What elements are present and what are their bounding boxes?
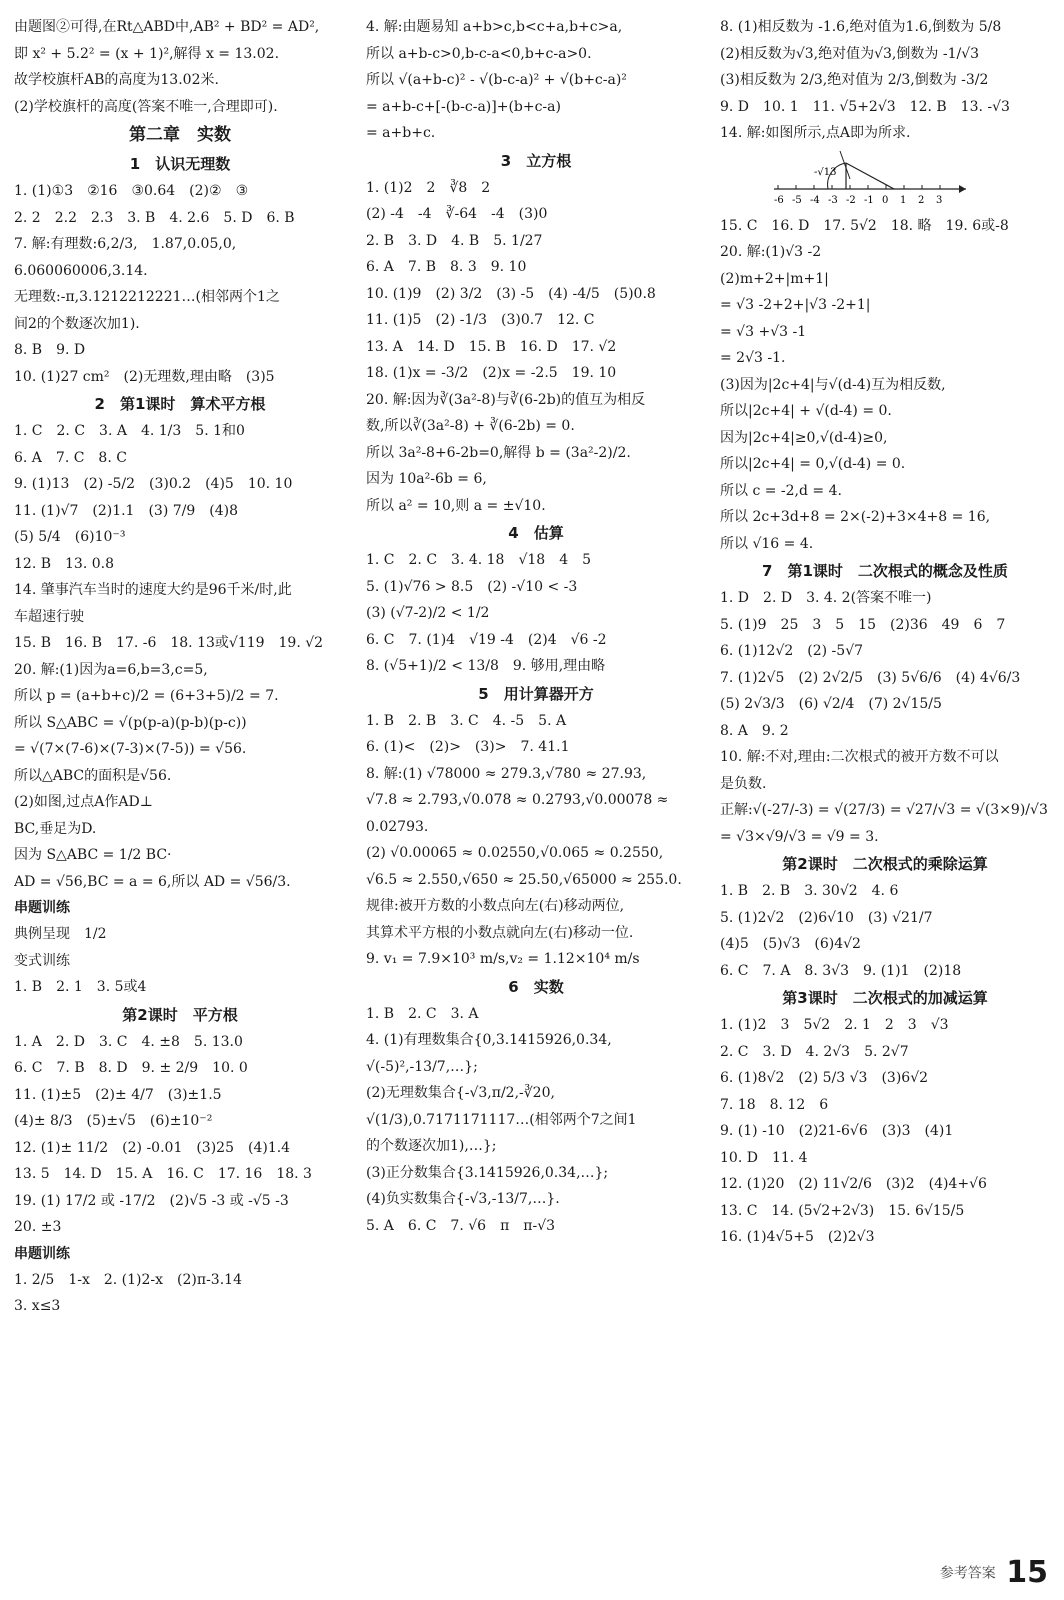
answer-line: 7. 解:有理数:6,2/3, 1.87,0.05,0, xyxy=(14,236,237,252)
answer-line: 18. (1)x = -3/2 (2)x = -2.5 19. 10 xyxy=(366,365,617,381)
point-a-label: -√13 xyxy=(814,166,837,178)
answer-line: √7.8 ≈ 2.793,√0.078 ≈ 0.2793,√0.00078 ≈ xyxy=(366,792,669,808)
answer-line: 典例呈现 1/2 xyxy=(14,926,107,942)
answer-line: 4. (1)有理数集合{0,3.1415926,0.3̇4̇, xyxy=(366,1032,612,1048)
answer-line: 所以 p = (a+b+c)/2 = (6+3+5)/2 = 7. xyxy=(14,688,279,704)
answer-line: 2. C 3. D 4. 2√3 5. 2√7 xyxy=(720,1043,909,1060)
answer-line: 6. A 7. C 8. C xyxy=(14,449,127,466)
answer-line: 0.02793. xyxy=(366,818,429,835)
answer-line: 8. (1)相反数为 -1.6,绝对值为1.6,倒数为 5/8 xyxy=(720,19,1002,35)
number-line-arrow xyxy=(959,185,966,193)
answer-block xyxy=(14,418,346,895)
answer-line: 5. A 6. C 7. √6 π π-√3 xyxy=(366,1217,556,1234)
axis-tick-label: 0 xyxy=(882,194,889,206)
answer-line: 10. 解:不对,理由:二次根式的被开方数不可以 xyxy=(720,749,999,765)
axis-ticks xyxy=(774,185,942,206)
answer-line: (4)5 (5)√3 (6)4√2 xyxy=(720,936,861,952)
answer-block xyxy=(720,1012,1050,1251)
section-title: 5 用计算器开方 xyxy=(478,684,594,703)
answer-line: √6.5 ≈ 2.550,√650 ≈ 25.50,√65000 ≈ 255.0. xyxy=(366,871,682,888)
answer-line: 10. D 11. 4 xyxy=(720,1149,808,1166)
answer-line: = √3 +√3 -1 xyxy=(720,323,807,340)
answer-line: 数,所以∛(3a²-8) + ∛(6-2b) = 0. xyxy=(366,418,575,434)
answer-line: 因为 S△ABC = 1/2 BC· xyxy=(14,847,172,863)
answer-line: 5. (1)√76 > 8.5 (2) -√10 < -3 xyxy=(366,578,578,595)
answer-line: 由题图②可得,在Rt△ABD中,AB² + BD² = AD², xyxy=(14,19,320,35)
answer-line: 1. C 2. C 3. 4. 18 √18 4 5 xyxy=(366,552,592,568)
answer-line: 12. (1)20 (2) 11√2/6 (3)2 (4)4+√6 xyxy=(720,1176,987,1192)
axis-tick-label: 3 xyxy=(936,194,943,206)
answer-line: 无理数:-π,3.1212212221…(相邻两个1之 xyxy=(14,289,280,305)
answer-line: 10. (1)9 (2) 3/2 (3) -5 (4) -4/5 (5)0.8 xyxy=(366,285,656,302)
answer-line: 20. 解:因为∛(3a²-8)与∛(6-2b)的值互为相反 xyxy=(366,391,646,408)
answer-line: 8. 解:(1) √78000 ≈ 279.3,√780 ≈ 27.93, xyxy=(366,765,647,782)
answer-line: 20. ±3 xyxy=(14,1219,62,1235)
answer-line: 1. (1)①3 ②16 ③0.64 (2)② ③ xyxy=(14,183,249,199)
answer-line: 正解:√(-27/-3) = √(27/3) = √27/√3 = √(3×9)/√3 xyxy=(720,802,1048,818)
answer-line: 9. D 10. 1 11. √5+2√3 12. B 13. -√3 xyxy=(720,98,1010,115)
answer-line: 8. (√5+1)/2 < 13/8 9. 够用,理由略 xyxy=(366,658,606,674)
answer-line: = √(7×(7-6)×(7-3)×(7-5)) = √56. xyxy=(14,741,247,757)
answer-line: 10. (1)27 cm² (2)无理数,理由略 (3)5 xyxy=(14,368,275,385)
section-title: 4 估算 xyxy=(508,524,564,542)
answer-line: 所以|2c+4| = 0,√(d-4) = 0. xyxy=(720,456,906,472)
answer-line: 14. 肇事汽车当时的速度大约是96千米/时,此 xyxy=(14,582,292,598)
subsection-title: 串题训练 xyxy=(14,900,70,916)
footer-label: 参考答案 xyxy=(939,1565,996,1582)
answer-block xyxy=(366,175,706,520)
answer-line: 即 x² + 5.2² = (x + 1)²,解得 x = 13.02. xyxy=(14,45,280,62)
answer-line: 9. (1) -10 (2)21-6√6 (3)3 (4)1 xyxy=(720,1123,954,1139)
answer-line: 6.060060006,3.14. xyxy=(14,262,148,279)
answer-line: 20. 解:(1)√3 -2 xyxy=(720,244,822,260)
answer-line: 8. A 9. 2 xyxy=(720,722,789,739)
answer-line: 1. (1)2 3 5√2 2. 1 2 3 √3 xyxy=(720,1017,949,1033)
answer-line: 15. C 16. D 17. 5√2 18. 略 19. 6或-8 xyxy=(720,217,1009,234)
axis-tick-label: -4 xyxy=(810,194,820,206)
answer-block xyxy=(720,213,1050,558)
answer-line: (2)m+2+|m+1| xyxy=(720,270,829,287)
answer-line: 1. (1)2 2 ∛8 2 xyxy=(366,179,491,196)
answer-line: 11. (1)±5 (2)± 4/7 (3)±1.5 xyxy=(14,1086,222,1103)
answer-line: 15. B 16. B 17. -6 18. 13或√119 19. √2 xyxy=(14,635,324,651)
answer-line: 故学校旗杆AB的高度为13.02米. xyxy=(14,72,219,88)
answer-line: 车超速行驶 xyxy=(14,608,84,625)
answer-line: 1. B 2. C 3. A xyxy=(366,1005,479,1022)
answer-line: 16. (1)4√5+5 (2)2√3 xyxy=(720,1229,875,1245)
answer-line: 1. B 2. B 3. C 4. -5 5. A xyxy=(366,712,567,729)
answer-line: 规律:被开方数的小数点向左(右)移动两位, xyxy=(366,898,625,914)
answer-line: 11. (1)5 (2) -1/3 (3)0.7 12. C xyxy=(366,312,595,328)
axis-tick-label: -6 xyxy=(774,194,784,206)
answer-line: 1. 2/5 1-x 2. (1)2-x (2)π-3.14 xyxy=(14,1271,242,1288)
answer-line: = √3×√9/√3 = √9 = 3. xyxy=(720,828,879,845)
answer-line: 1. C 2. C 3. A 4. 1/3 5. 1和0 xyxy=(14,423,245,439)
answer-line: = a+b-c+[-(b-c-a)]+(b+c-a) xyxy=(366,98,561,115)
answer-line: 其算术平方根的小数点就向左(右)移动一位. xyxy=(366,924,634,941)
answer-block xyxy=(366,14,706,147)
answer-line: (3)正分数集合{3.1415926,0.3̇4̇,…}; xyxy=(366,1164,609,1181)
answer-line: 是负数. xyxy=(720,775,767,792)
answer-line: (2)学校旗杆的高度(答案不唯一,合理即可). xyxy=(14,98,278,115)
answer-line: 1. D 2. D 3. 4. 2(答案不唯一) xyxy=(720,590,932,606)
answer-block xyxy=(14,178,346,390)
answer-line: 5. (1)2√2 (2)6√10 (3) √21/7 xyxy=(720,909,933,926)
answer-line: 因为 10a²-6b = 6, xyxy=(366,471,487,487)
intro-block xyxy=(14,14,346,120)
axis-tick-label: 2 xyxy=(918,194,925,206)
answer-line: 的个数逐次加1),…}; xyxy=(366,1138,497,1154)
answer-line: 7. 18 8. 12 6 xyxy=(720,1096,829,1113)
answer-line: (3)因为|2c+4|与√(d-4)互为相反数, xyxy=(720,376,946,393)
answer-line: (2)无理数集合{-√3,π/2,-∛20, xyxy=(366,1085,555,1101)
answer-line: (3) (√7-2)/2 < 1/2 xyxy=(366,605,490,621)
answer-line: 5. (1)9 25 3 5 15 (2)36 49 6 7 xyxy=(720,616,1006,633)
answer-line: 7. (1)2√5 (2) 2√2/5 (3) 5√6/6 (4) 4√6/3 xyxy=(720,669,1021,686)
answer-line: 2. 2 2.2 2.3 3. B 4. 2.6 5. D 6. B xyxy=(14,209,295,226)
answer-line: (2) √0.00065 ≈ 0.02550,√0.065 ≈ 0.2550, xyxy=(366,845,664,861)
answer-line: 所以 2c+3d+8 = 2×(-2)+3×4+8 = 16, xyxy=(720,509,991,525)
number-line-figure xyxy=(770,149,970,209)
answer-line: 所以 a+b-c>0,b-c-a<0,b+c-a>0. xyxy=(366,45,592,62)
hypotenuse-line xyxy=(846,163,894,189)
answer-line: 19. (1) 17/2 或 -17/2 (2)√5 -3 或 -√5 -3 xyxy=(14,1192,289,1209)
answer-line: 所以 √(a+b-c)² - √(b-c-a)² + √(b+c-a)² xyxy=(366,72,627,88)
answer-line: (5) 2√3/3 (6) √2/4 (7) 2√15/5 xyxy=(720,696,942,712)
answer-line: 12. (1)± 11/2 (2) -0.01 (3)25 (4)1.4 xyxy=(14,1139,291,1156)
answer-line: 8. B 9. D xyxy=(14,342,86,358)
answer-line: (2)相反数为√3,绝对值为√3,倒数为 -1/√3 xyxy=(720,45,980,62)
answer-line: 变式训练 xyxy=(14,952,70,969)
section-title: 2 第1课时 算术平方根 xyxy=(94,395,266,413)
section-title: 7 第1课时 二次根式的概念及性质 xyxy=(762,562,1008,580)
answer-line: 12. B 13. 0.8 xyxy=(14,555,114,572)
answer-line: 因为|2c+4|≥0,√(d-4)≥0, xyxy=(720,429,888,446)
answer-line: 1. A 2. D 3. C 4. ±8 5. 13.0 xyxy=(14,1033,243,1050)
answer-line: (4)负实数集合{-√3,-13/7,…}. xyxy=(366,1191,560,1207)
answer-line: (2)如图,过点A作AD⊥ xyxy=(14,789,346,816)
axis-tick-label: -1 xyxy=(864,194,874,206)
answer-line: 13. A 14. D 15. B 16. D 17. √2 xyxy=(366,338,617,355)
answer-line: (3)相反数为 2/3,绝对值为 2/3,倒数为 -3/2 xyxy=(720,72,989,88)
answer-block xyxy=(366,1001,706,1240)
answer-line: 4. 解:由题易知 a+b>c,b<c+a,b+c>a, xyxy=(366,19,623,35)
answer-line: 所以|2c+4| + √(d-4) = 0. xyxy=(720,403,892,419)
answer-line: 6. (1)< (2)> (3)> 7. 41.1 xyxy=(366,739,570,755)
answer-line: 9. v₁ = 7.9×10³ m/s,v₂ = 1.12×10⁴ m/s xyxy=(366,951,640,967)
answer-line: 20. 解:(1)因为a=6,b=3,c=5, xyxy=(14,661,208,678)
answer-line: 6. C 7. (1)4 √19 -4 (2)4 √6 -2 xyxy=(366,631,607,648)
column-right xyxy=(720,14,1050,1251)
answer-line: = 2√3 -1. xyxy=(720,350,786,366)
answer-block xyxy=(14,1267,346,1320)
answer-line: = a+b+c. xyxy=(366,125,436,141)
answer-line: √(1/3),0.7171171117…(相邻两个7之间1 xyxy=(366,1111,637,1128)
axis-tick-label: -3 xyxy=(828,194,838,206)
chapter-title: 第二章 实数 xyxy=(129,125,231,145)
answer-line: 13. C 14. (5√2+2√3) 15. 6√15/5 xyxy=(720,1202,965,1219)
answer-line: (2) -4 -4 ∛-64 -4 (3)0 xyxy=(366,206,548,222)
answer-line: 9. (1)13 (2) -5/2 (3)0.2 (4)5 10. 10 xyxy=(14,476,293,492)
section-title: 第2课时 平方根 xyxy=(122,1005,238,1024)
answer-block xyxy=(14,1029,346,1241)
answer-line: 所以 c = -2,d = 4. xyxy=(720,482,842,499)
answer-line: 间2的个数逐次加1). xyxy=(14,315,140,332)
answer-line: 6. C 7. A 8. 3√3 9. (1)1 (2)18 xyxy=(720,962,962,979)
answer-block xyxy=(720,878,1050,984)
answer-line: 1. B 2. 1 3. 5或4 xyxy=(14,979,147,995)
answer-line: BC,垂足为D. xyxy=(14,820,97,837)
answer-line: 11. (1)√7 (2)1.1 (3) 7/9 (4)8 xyxy=(14,502,239,519)
section-title: 第3课时 二次根式的加减运算 xyxy=(782,989,988,1007)
answer-block xyxy=(720,14,1050,147)
axis-tick-label: 1 xyxy=(900,194,907,206)
answer-line: 所以 3a²-8+6-2b=0,解得 b = (3a²-2)/2. xyxy=(366,444,631,461)
answer-line: AD = √56,BC = a = 6,所以 AD = √56/3. xyxy=(14,873,291,890)
answer-line: 所以 a² = 10,则 a = ±√10. xyxy=(366,497,546,514)
column-middle xyxy=(366,14,706,1239)
answer-line: (4)± 8/3 (5)±√5 (6)±10⁻² xyxy=(14,1113,213,1129)
section-title: 1 认识无理数 xyxy=(129,155,231,173)
answer-line: 所以 √16 = 4. xyxy=(720,535,814,552)
section-title: 3 立方根 xyxy=(500,151,572,170)
answer-line: 2. B 3. D 4. B 5. 1/27 xyxy=(366,232,543,249)
answer-block xyxy=(14,921,346,1001)
answer-line: 13. 5 14. D 15. A 16. C 17. 16 18. 3 xyxy=(14,1166,312,1182)
answer-block xyxy=(720,585,1050,850)
column-left xyxy=(14,14,346,1320)
answer-line: = √3 -2+2+|√3 -2+1| xyxy=(720,297,871,313)
page-number: 15 xyxy=(1006,1555,1048,1590)
axis-tick-label: -5 xyxy=(792,194,802,206)
page-footer xyxy=(940,1555,1048,1590)
subsection-title: 串题训练 xyxy=(14,1245,70,1262)
answer-block xyxy=(366,708,706,973)
answer-line: 1. B 2. B 3. 30√2 4. 6 xyxy=(720,883,899,899)
axis-tick-label: -2 xyxy=(846,194,856,206)
answer-line: 6. C 7. B 8. D 9. ± 2/9 10. 0 xyxy=(14,1060,248,1076)
answer-line: 6. (1)8√2 (2) 5/3 √3 (3)6√2 xyxy=(720,1070,929,1086)
section-title: 第2课时 二次根式的乘除运算 xyxy=(782,855,988,873)
section-title: 6 实数 xyxy=(508,977,564,996)
answer-line: 3. x≤3 xyxy=(14,1298,61,1314)
answer-block xyxy=(366,547,706,680)
answer-line: (5) 5/4 (6)10⁻³ xyxy=(14,529,126,545)
answer-line: 6. (1)12√2 (2) -5√7 xyxy=(720,643,864,659)
answer-line: √(-5)²,-13/7,…}; xyxy=(366,1058,478,1075)
answer-line: 所以△ABC的面积是√56. xyxy=(14,767,172,784)
answer-line: 所以 S△ABC = √(p(p-a)(p-b)(p-c)) xyxy=(14,714,247,731)
answer-line: 6. A 7. B 8. 3 9. 10 xyxy=(366,259,527,275)
answer-line: 14. 解:如图所示,点A即为所求. xyxy=(720,125,911,141)
